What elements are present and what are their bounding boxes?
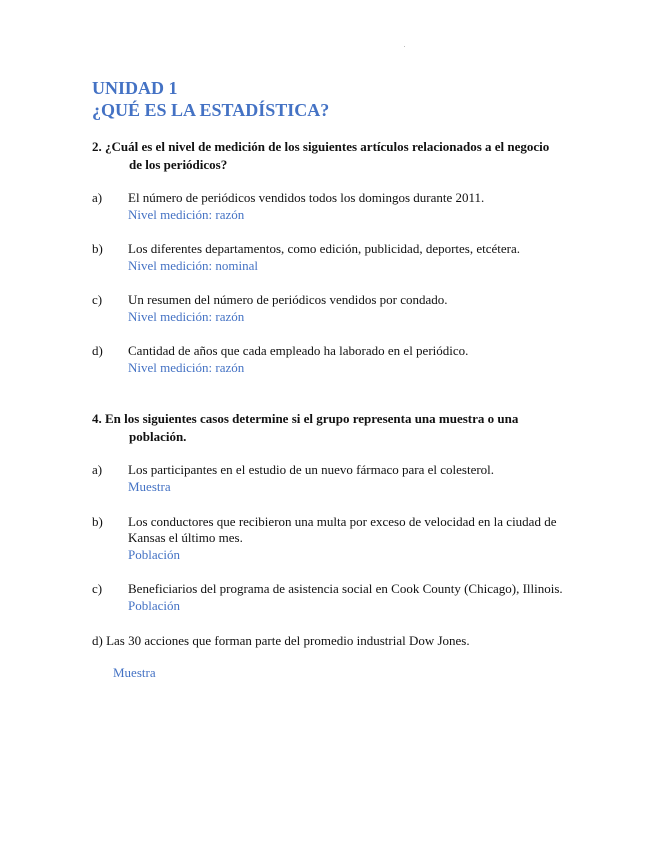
list-item-q4-d: d) Las 30 acciones que forman parte del promedio industrial Dow Jones.	[92, 633, 470, 648]
page-title: ¿QUÉ ES LA ESTADÍSTICA?	[92, 100, 330, 120]
item-answer: Nivel medición: razón	[128, 360, 245, 375]
item-text: Los diferentes departamentos, como edición, publicidad, deportes, etcétera.	[128, 241, 521, 256]
item-text: El número de periódicos vendidos todos los domingos durante 2011.	[128, 190, 485, 205]
item-answer: Población	[128, 547, 180, 562]
question-4	[92, 410, 572, 446]
item-letter: a)	[92, 190, 103, 205]
item-answer-q4-d: Muestra	[113, 665, 156, 680]
question-4-line2: población.	[129, 429, 187, 444]
item-text: Cantidad de años que cada empleado ha laborado en el periódico.	[128, 343, 469, 358]
item-answer: Nivel medición: razón	[128, 309, 245, 324]
item-text: Beneficiarios del programa de asistencia social en Cook County (Chicago), Illinois.	[128, 581, 563, 596]
question-2-line2: de los periódicos?	[129, 157, 228, 172]
item-letter: b)	[92, 514, 103, 529]
item-answer: Población	[128, 598, 180, 613]
item-letter: d)	[92, 343, 103, 358]
item-answer: Muestra	[128, 479, 171, 494]
item-answer: Nivel medición: razón	[128, 207, 245, 222]
decorative-dot	[404, 46, 405, 47]
question-2-line1: 2. ¿Cuál es el nivel de medición de los siguientes artículos relacionados a el negocio	[92, 139, 550, 154]
item-text: Los conductores que recibieron una multa por exceso de velocidad en la ciudad de Kansas el último mes.	[128, 514, 557, 545]
item-letter: c)	[92, 581, 103, 596]
question-4-line1: 4. En los siguientes casos determine si el grupo representa una muestra o una	[92, 411, 519, 426]
item-letter: a)	[92, 462, 103, 477]
unit-heading: UNIDAD 1	[92, 78, 178, 98]
item-text: Los participantes en el estudio de un nuevo fármaco para el colesterol.	[128, 462, 495, 477]
item-letter: c)	[92, 292, 103, 307]
item-text: Un resumen del número de periódicos vendidos por condado.	[128, 292, 448, 307]
item-answer: Nivel medición: nominal	[128, 258, 258, 273]
question-2	[92, 138, 572, 174]
item-letter: b)	[92, 241, 103, 256]
